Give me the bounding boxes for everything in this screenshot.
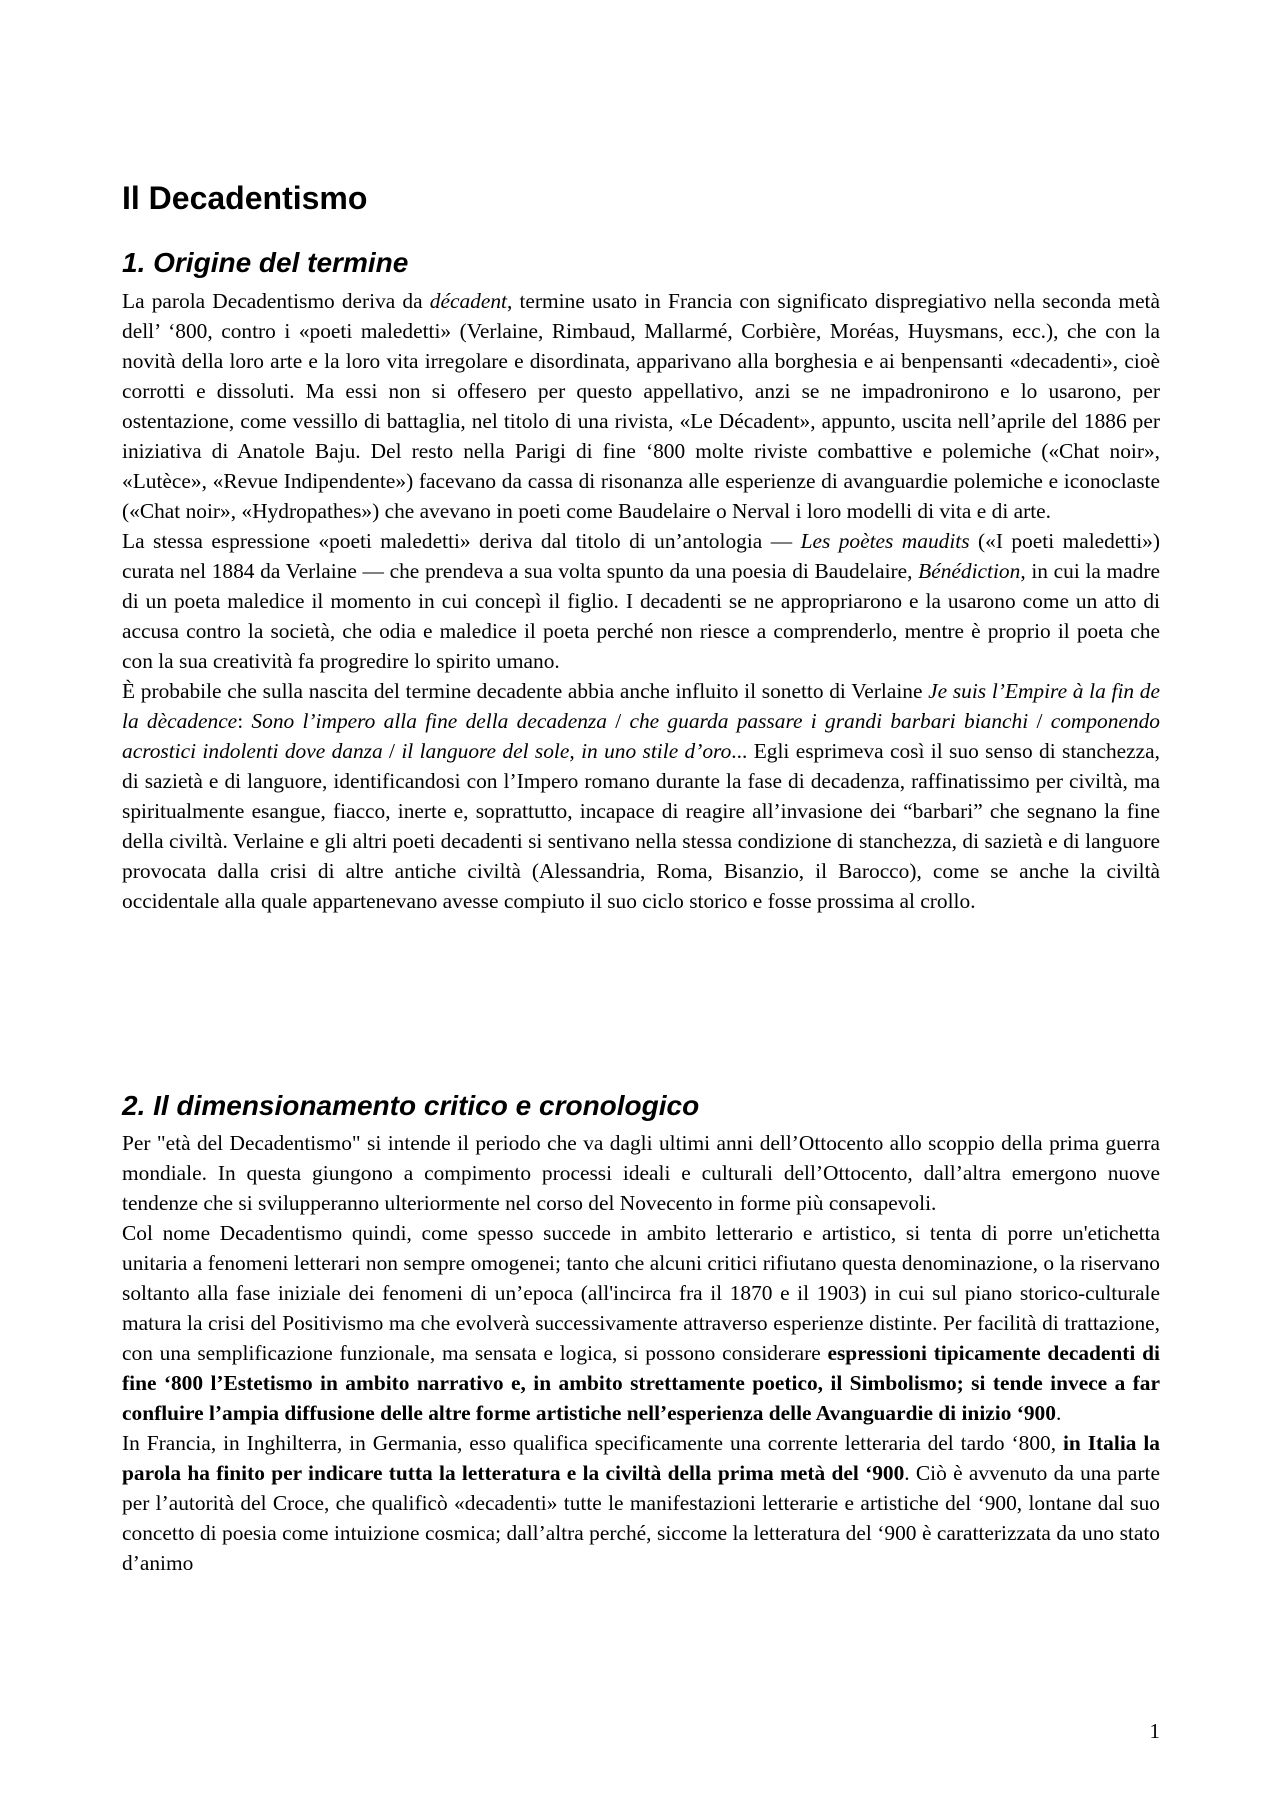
italic-text-run: che guarda passare i grandi barbari bianchi <box>629 709 1029 733</box>
text-run: / <box>1028 709 1051 733</box>
italic-text-run: décadent <box>429 289 507 313</box>
paragraph <box>122 1218 1160 1428</box>
paragraph <box>122 1428 1160 1578</box>
section-body-origine <box>122 286 1160 916</box>
italic-text-run: Les poètes maudits <box>800 529 970 553</box>
text-run: In Francia, in Inghilterra, in Germania, esso qualifica specificamente una corrente letteraria del tardo ‘800, <box>122 1431 1063 1455</box>
italic-text-run: Bénédiction <box>918 559 1021 583</box>
paragraph <box>122 526 1160 676</box>
text-run: ... Egli esprimeva così il suo senso di stanchezza, di sazietà e di languore, identificandosi con l’Impero romano durante la fase di decadenza, raffinatissimo per civiltà, ma spiritualmente esangue, fiacco, inerte e, soprattutto, incapace di reagire all’invasione dei “barbari” che segnano la fine della civiltà. Verlaine e gli altri poeti decadenti si sentivano nella stessa condizione di stanchezza, di sazietà e di languore provocata dalla crisi di altre antiche civiltà (Alessandria, Roma, Bisanzio, il Barocco), come se anche la civiltà occidentale alla quale appartenevano avesse compiuto il suo ciclo storico e fosse prossima al crollo. <box>122 739 1161 913</box>
text-run: / <box>382 739 402 763</box>
text-run: È probabile che sulla nascita del termine decadente abbia anche influito il sonetto di Verlaine <box>122 679 929 703</box>
text-run: Per "età del Decadentismo" si intende il periodo che va dagli ultimi anni dell’Ottocento allo scoppio della prima guerra mondiale. In questa giungono a compimento processi ideali e culturali dell’Ottocento, dall’altra emergono nuove tendenze che si svilupperanno ulteriormente nel corso del Novecento in forme più consapevoli. <box>122 1131 1160 1215</box>
paragraph <box>122 676 1160 916</box>
italic-text-run: Sono l’impero alla fine della decadenza <box>251 709 607 733</box>
text-run: / <box>606 709 630 733</box>
text-run: . Ciò è avvenuto da una parte per l’autorità del Croce, che qualificò «decadenti» tutte le manifestazioni letterarie e artistiche del ‘900, lontane dal suo concetto di poesia come intuizione cosmica; dall’altra perché, siccome la letteratura del ‘900 è caratterizzata da uno stato d’animo <box>122 1461 1160 1575</box>
text-run: La stessa espressione «poeti maledetti» deriva dal titolo di un’antologia — <box>122 529 801 553</box>
section-heading-origine: 1. Origine del termine <box>122 247 409 278</box>
text-run: , termine usato in Francia con significato dispregiativo nella seconda metà dell’ ‘800, contro i «poeti maledetti» (Verlaine, Rimbaud, Mallarmé, Corbière, Moréas, Huysmans, ecc.), che con la novità della loro arte e la loro vita irregolare e disordinata, apparivano alla borghesia e ai benpensanti «decadenti», cioè corrotti e dissoluti. Ma essi non si offesero per questo appellativo, anzi se ne impadronirono e lo usarono, per ostentazione, come vessillo di battaglia, nel titolo di una rivista, «Le Décadent», appunto, uscita nell’aprile del 1886 per iniziativa di Anatole Baju. Del resto nella Parigi di fine ‘800 molte riviste combattive e polemiche («Chat noir», «Lutèce», «Revue Indipendente») facevano da cassa di risonanza alle esperienze di avanguardie polemiche e iconoclaste («Chat noir», «Hydropathes») che avevano in poeti come Baudelaire o Nerval i loro modelli di vita e di arte. <box>122 289 1160 523</box>
section-heading-dimensionamento: 2. Il dimensionamento critico e cronologico <box>122 1090 700 1121</box>
text-run: («I poeti maledetti») curata nel 1884 da Verlaine — che prendeva a sua volta spunto da una poesia di Baudelaire, <box>122 529 1161 583</box>
paragraph <box>122 1128 1160 1218</box>
text-run: , in cui la madre di un poeta maledice il momento in cui concepì il figlio. I decadenti se ne appropriarono e la usarono come un atto di accusa contro la società, che odia e maledice il poeta perché non riesce a comprenderlo, mentre è proprio il poeta che con la sua creatività fa progredire lo spirito umano. <box>122 559 1160 673</box>
italic-text-run: il languore del sole, in uno stile d’oro <box>401 739 732 763</box>
text-run: Col nome Decadentismo quindi, come spesso succede in ambito letterario e artistico, si tenta di porre un'etichetta unitaria a fenomeni letterari non sempre omogenei; tanto che alcuni critici rifiutano questa denominazione, o la riservano soltanto alla fase iniziale dei fenomeni di un’epoca (all'incirca fra il 1870 e il 1903) in cui sul piano storico-culturale matura la crisi del Positivismo ma che evolverà successivamente attraverso esperienze distinte. Per facilità di trattazione, con una semplificazione funzionale, ma sensata e logica, si possono considerare <box>122 1221 1160 1365</box>
bold-text-run: in Italia la parola ha finito per indicare tutta la letteratura e la civiltà della prima metà del ‘900 <box>122 1431 1160 1485</box>
paragraph <box>122 286 1160 526</box>
text-run: : <box>237 709 252 733</box>
document-title: Il Decadentismo <box>122 180 368 216</box>
page-number: 1 <box>1149 1719 1160 1743</box>
text-run: . <box>1055 1401 1062 1425</box>
italic-text-run: Je suis l’Empire à la fin de la dècadence <box>122 679 1160 733</box>
section-body-dimensionamento <box>122 1128 1160 1578</box>
italic-text-run: componendo acrostici indolenti dove danza <box>122 709 1161 763</box>
document-page <box>122 0 1160 1811</box>
text-run: La parola Decadentismo deriva da <box>122 289 430 313</box>
bold-text-run: espressioni tipicamente decadenti di fine ‘800 l’Estetismo in ambito narrativo e, in ambito strettamente poetico, il Simbolismo; si tende invece a far confluire l’ampia diffusione delle altre forme artistiche nell’esperienza delle Avanguardie di inizio ‘900 <box>122 1341 1160 1425</box>
